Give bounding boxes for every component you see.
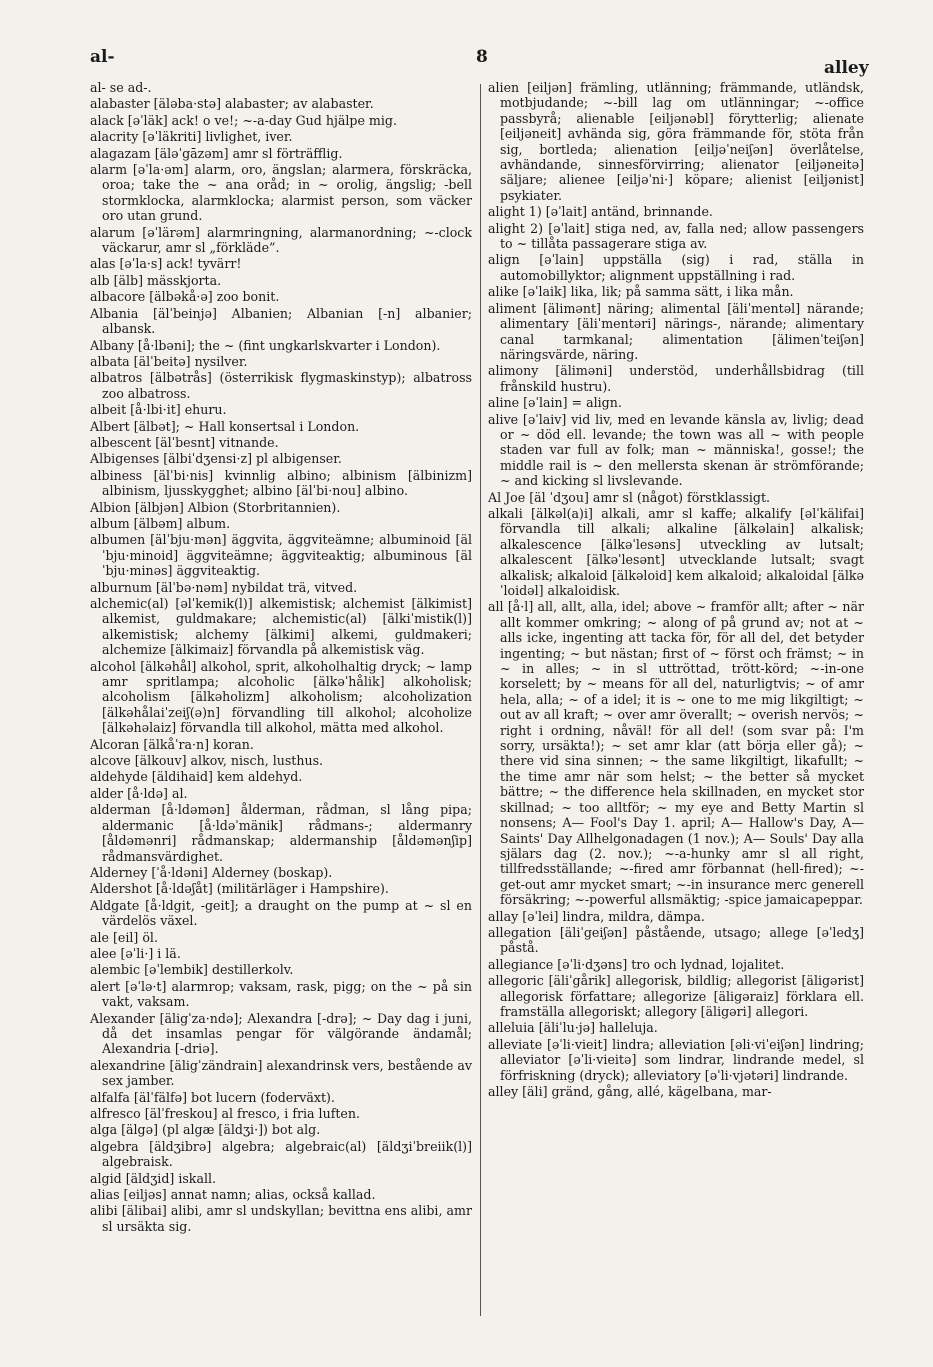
dictionary-entry: alimony [äliməni] understöd, underhållsbidrag (till frånskild hustru).: [488, 363, 864, 394]
left-guide-word: al-: [90, 47, 115, 67]
dictionary-entry: alembic [əˈlembik] destillerkolv.: [90, 962, 294, 978]
dictionary-entry: alchemic(al) [əlˈkemik(l)] alkemistisk; alchemist [älkimist] alkemist, guldmakare; alchemistic(al) [älkiˈmistik(l)] alkemistisk; alchemy [älkimi] alkemi, guldmakeri; alchemize [älkimaiz] förvandla på alkemistisk väg.: [90, 596, 472, 658]
dictionary-entry: alleviate [əˈli·vieit] lindra; alleviation [əli·viˈeiʃən] lindring; alleviator [əˈli·vieitə] som lindrar, lindrande medel, sl förfriskning (dryck); alleviatory [əˈli·vjətəri] lindrande.: [488, 1036, 864, 1083]
dictionary-entry: alder [å·ldə] al.: [90, 785, 188, 801]
dictionary-entry: alb [älb] mässkjorta.: [90, 272, 222, 288]
dictionary-entry: alkali [älkəl(a)i] alkali, amr sl kaffe; alkalify [əlˈkälifai] förvandla till alkali; alkaline [älkəlain] alkalisk; alkalescence [älkəˈlesəns] utveckling av lutsalt; alkalescent [älkəˈlesənt] utvecklande lutsalt; svagt alkalisk; alkaloid [älkəloid] kem alkaloid; alkaloidal [älkəˈloidəl] alkaloidisk.: [488, 505, 864, 598]
dictionary-entry: album [älbəm] album.: [90, 515, 231, 531]
dictionary-entry: Alexander [äligˈza·ndə]; Alexandra [-drə]; ~ Day dag i juni, då det insamlas pengar för välgörande ändamål; Alexandria [-driə].: [90, 1010, 472, 1057]
dictionary-entry: align [əˈlain] uppställa (sig) i rad, ställa in automobillyktor; alignment uppställning i rad.: [488, 252, 864, 283]
dictionary-entry: Aldgate [å·ldgit, -geit]; a draught on the pump at ~ sl en värdelös växel.: [90, 897, 472, 929]
dictionary-entry: Alderney [ˈå·ldəni] Alderney (boskap).: [90, 864, 333, 880]
dictionary-entry: alack [əˈläk] ack! o ve!; ~-a-day Gud hjälpe mig.: [90, 112, 397, 128]
dictionary-entry: albescent [älˈbesnt] vitnande.: [90, 434, 279, 450]
column-divider: [480, 84, 481, 1316]
dictionary-entry: aliment [älimənt] näring; alimental [äliˈmentəl] närande; alimentary [äliˈmentəri] närings-, närande; alimentary canal tarmkanal; alimentation [älimenˈteiʃən] näringsvärde, näring.: [488, 300, 864, 362]
dictionary-entry: alderman [å·ldəmən] ålderman, rådman, sl lång pipa; aldermanic [å·ldəˈmänik] rådmans-; aldermanry [åldəmənri] rådmanskap; aldermanship [åldəmənʃip] rådmansvärdighet.: [90, 802, 472, 864]
dictionary-entry: alight 1) [əˈlait] antänd, brinnande.: [488, 204, 713, 220]
dictionary-entry: alarum [əˈlärəm] alarmringning, alarmanordning; ~-clock väckarur, amr sl „förkläde”.: [90, 224, 472, 256]
dictionary-entry: alas [əˈla·s] ack! tyvärr!: [90, 256, 242, 272]
right-column: [488, 80, 864, 1100]
dictionary-entry: alee [əˈli·] i lä.: [90, 945, 181, 961]
dictionary-entry: alike [əˈlaik] lika, lik; på samma sätt, i lika mån.: [488, 284, 794, 300]
dictionary-entry: albiness [älˈbi·nis] kvinnlig albino; albinism [älbinizm] albinism, ljusskygghet; albino [älˈbi·nou] albino.: [90, 467, 472, 499]
dictionary-entry: Al Joe [äl ˈdʒou] amr sl (något) förstklassigt.: [488, 489, 771, 505]
dictionary-entry: al- se ad-.: [90, 80, 152, 95]
dictionary-entry: Albany [å·lbəni]; the ~ (fint ungkarlskvarter i London).: [90, 337, 441, 353]
dictionary-entry: alacrity [əˈläkriti] livlighet, iver.: [90, 129, 293, 145]
dictionary-entry: albata [älˈbeitə] nysilver.: [90, 353, 248, 369]
dictionary-entry: aldehyde [äldihaid] kem aldehyd.: [90, 769, 303, 785]
dictionary-entry: alive [əˈlaiv] vid liv, med en levande känsla av, livlig; dead or ~ död ell. levande; the town was all ~ with people staden var full av folk; man ~ människa!, gosse!; the middle rail is ~ den mellersta skenan är strömförande; ~ and kicking sl livslevande.: [488, 411, 864, 489]
dictionary-entry: alleluia [äliˈlu·jə] halleluja.: [488, 1020, 658, 1036]
dictionary-entry: Aldershot [å·ldəʃåt] (militärläger i Hampshire).: [90, 881, 389, 897]
dictionary-entry: Albion [älbjən] Albion (Storbritannien).: [90, 499, 341, 515]
dictionary-entry: albatros [älbətrås] (österrikisk flygmaskinstyp); albatross zoo albatross.: [90, 370, 472, 401]
dictionary-entry: alfresco [älˈfreskou] al fresco, i fria luften.: [90, 1106, 360, 1121]
dictionary-entry: alfalfa [älˈfälfə] bot lucern (foderväxt).: [90, 1089, 335, 1105]
dictionary-entry: allegoric [äliˈgårik] allegorisk, bildlig; allegorist [äligərist] allegorisk författare; allegorize [äligəraiz] förklara ell. framställa allegoriskt; allegory [äligəri] allegori.: [488, 973, 864, 1019]
dictionary-entry: allegiance [əˈli·dʒəns] tro och lydnad, lojalitet.: [488, 956, 785, 972]
dictionary-entry: alight 2) [əˈlait] stiga ned, av, falla ned; allow passengers to ~ tillåta passagerare stiga av.: [488, 220, 864, 252]
dictionary-entry: alias [eiljəs] annat namn; alias, också kallad.: [90, 1187, 376, 1203]
dictionary-entry: Albert [älbət]; ~ Hall konsertsal i London.: [90, 418, 360, 434]
left-column: [90, 80, 472, 1235]
dictionary-entry: all [å·l] all, allt, alla, idel; above ~ framför allt; after ~ när allt kommer omkring; ~ along of på grund av; not at ~ alls icke, ingenting att tacka för, för all del, det betyder ingenting; ~ but nästan; first of ~ först och främst; ~ in ~ in alles; ~ in sl uttröttad, trött-körd; ~-in-one korselett; by ~ means för all del, naturligtvis; ~ of amr hela, alla; ~ of a idel; it is ~ one to me mig likgiltigt; ~ out av all kraft; ~ over amr överallt; ~ overish nervös; ~ right i ordning, nåväl! för all del! (som svar på: I'm sorry, ursäkta!); ~ set amr klar (att börja eller gå); ~ there vid sina sinnen; ~ the same likgiltigt, likafullt; ~ the time amr när som helst; ~ the better så mycket bättre; ~ the difference hela skillnaden, en mycket stor skillnad; ~ too alltför; ~ my eye and Betty Martin sl nonsens; A— Fool's Day 1. april; A— Hallow's Day, A— Saints' Day Allhelgonadagen (1 nov.); A— Souls' Day alla själars dag (2. nov.); ~-a-hunky amr sl all right, tillfredsställande; ~-fired amr förbannat (hell-fired); ~-get-out amr mycket smart; ~-in insurance merc generell försäkring; ~-powerful allsmäktig; -spice jamaicapeppar.: [488, 599, 864, 908]
dictionary-entry: albumen [älˈbju·mən] äggvita, äggviteämne; albuminoid [älˈbju·minoid] äggviteämne; äggviteaktig; albuminous [älˈbju·minəs] äggviteaktig.: [90, 532, 472, 579]
dictionary-entry: Alcoran [älkåˈra·n] koran.: [90, 736, 254, 752]
dictionary-entry: ale [eil] öl.: [90, 929, 158, 945]
dictionary-entry: allegation [äliˈgeiʃən] påstående, utsago; allege [əˈledʒ] påstå.: [488, 924, 864, 956]
dictionary-entry: alexandrine [äligˈzändrain] alexandrinsk vers, bestående av sex jamber.: [90, 1057, 472, 1089]
dictionary-entry: alibi [älibai] alibi, amr sl undskyllan; bevittna ens alibi, amr sl ursäkta sig.: [90, 1203, 472, 1234]
dictionary-entry: Albania [älˈbeinjə] Albanien; Albanian [-n] albanier; albansk.: [90, 305, 472, 337]
dictionary-entry: Albigenses [älbiˈdʒensi·z] pl albigenser.: [90, 451, 342, 467]
dictionary-entry: alcove [älkouv] alkov, nisch, lusthus.: [90, 753, 324, 769]
dictionary-entry: alley [äli] gränd, gång, allé, kägelbana, mar-: [488, 1084, 772, 1099]
dictionary-entry: algebra [äldʒibrə] algebra; algebraic(al) [äldʒiˈbreiik(l)] algebraisk.: [90, 1138, 472, 1170]
dictionary-entry: alarm [əˈla·əm] alarm, oro, ängslan; alarmera, förskräcka, oroa; take the ~ ana oråd; in ~ orolig, ängslig; -bell stormklocka, alarmklocka; alarmist person, som väcker oro utan grund.: [90, 162, 472, 224]
dictionary-entry: alabaster [äləba·stə] alabaster; av alabaster.: [90, 96, 374, 112]
dictionary-entry: allay [əˈlei] lindra, mildra, dämpa.: [488, 908, 705, 924]
dictionary-entry: alburnum [älˈbə·nəm] nybildat trä, vitved.: [90, 579, 358, 595]
right-guide-word: alley: [824, 58, 869, 78]
dictionary-entry: alert [əˈlə·t] alarmrop; vaksam, rask, pigg; on the ~ på sin vakt, vaksam.: [90, 978, 472, 1010]
dictionary-entry: algid [äldʒid] iskall.: [90, 1170, 217, 1186]
dictionary-entry: alien [eiljən] främling, utlänning; främmande, utländsk, motbjudande; ~-bill lag om utlänningar; ~-office passbyrå; alienable [eiljənəbl] förytterlig; alienate [eiljəneit] avhända sig, göra främmande för, stöta från sig, bortleda; alienation [eiljəˈneiʃən] överlåtelse, avhändande, sinnesförvirring; alienator [eiljəneitə] säljare; alienee [eiljəˈni·] köpare; alienist [eiljənist] psykiater.: [488, 80, 864, 203]
dictionary-entry: alagazam [äləˈgāzəm] amr sl förträfflig.: [90, 145, 343, 161]
dictionary-entry: albeit [å·lbi·it] ehuru.: [90, 402, 227, 418]
dictionary-entry: alcohol [älkəhål] alkohol, sprit, alkoholhaltig dryck; ~ lamp amr spritlampa; alcoholic [älkəˈhålik] alkoholisk; alcoholism [älkəholizm] alkoholism; alcoholization [älkəhålaiˈzeiʃ(ə)n] förvandling till alkohol; alcoholize [älkəhəlaiz] förvandla till alkohol, mätta med alkohol.: [90, 658, 472, 736]
dictionary-entry: albacore [älbəkå·ə] zoo bonit.: [90, 289, 280, 305]
page-number: 8: [476, 47, 488, 67]
dictionary-entry: alga [älgə] (pl algæ [äldʒi·]) bot alg.: [90, 1122, 321, 1138]
dictionary-entry: aline [əˈlain] = align.: [488, 395, 622, 411]
